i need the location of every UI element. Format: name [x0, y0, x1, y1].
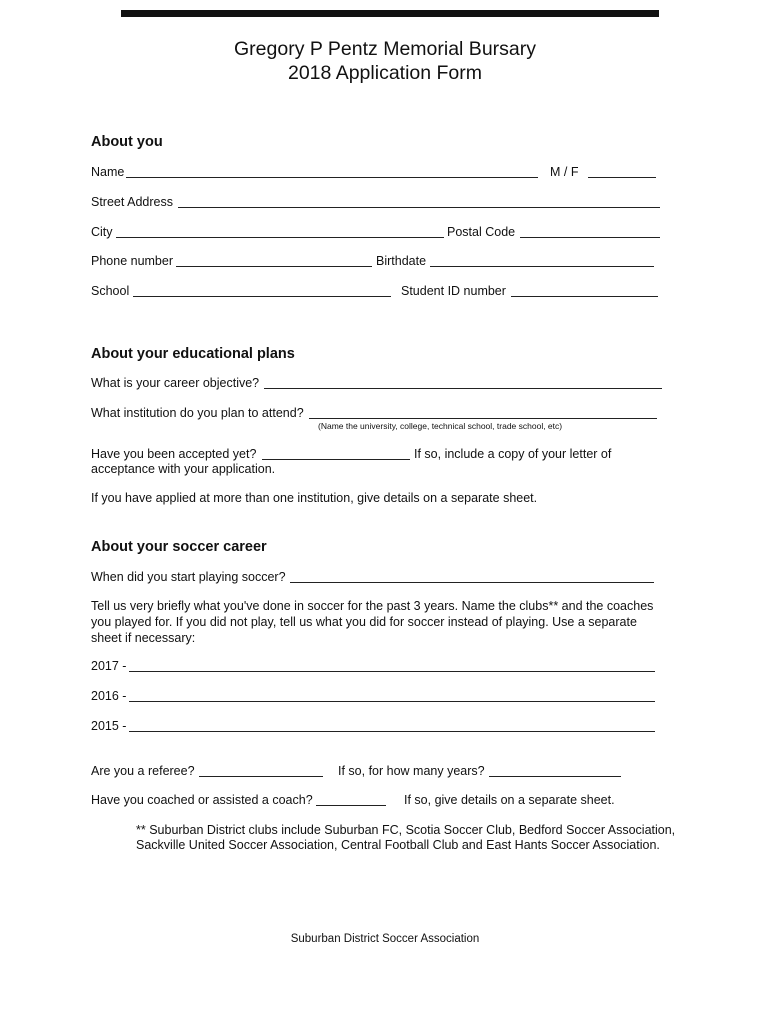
institution-hint: (Name the university, college, technical school, trade school, etc) — [318, 421, 563, 431]
birthdate-label: Birthdate — [376, 254, 427, 268]
city-field[interactable] — [116, 237, 444, 238]
referee-field[interactable] — [199, 776, 323, 777]
instructions-line1: Tell us very briefly what you've done in soccer for the past 3 years. Name the clubs** and the coaches — [91, 599, 654, 613]
phone-label: Phone number — [91, 254, 174, 268]
section-heading-about-you: About you — [91, 134, 163, 150]
instructions-line2: you played for. If you did not play, tell us what you did for soccer instead of playing. Use a separate — [91, 615, 637, 629]
gender-label: M / F — [550, 165, 579, 179]
postal-code-field[interactable] — [520, 237, 660, 238]
accepted-field[interactable] — [262, 459, 410, 460]
institution-label: What institution do you plan to attend? — [91, 406, 304, 420]
multiple-institutions-note: If you have applied at more than one institution, give details on a separate sheet. — [91, 491, 538, 505]
year-2017-label: 2017 - — [91, 659, 127, 673]
referee-label: Are you a referee? — [91, 764, 195, 778]
year-2015-label: 2015 - — [91, 719, 127, 733]
institution-field[interactable] — [309, 418, 657, 419]
school-label: School — [91, 284, 130, 298]
name-field[interactable] — [126, 177, 538, 178]
referee-years-label: If so, for how many years? — [338, 764, 485, 778]
instructions-line3: sheet if necessary: — [91, 631, 196, 645]
year-2015-field[interactable] — [129, 731, 655, 732]
birthdate-field[interactable] — [430, 266, 654, 267]
header-rule — [121, 10, 659, 17]
footnote-line1: ** Suburban District clubs include Suburban FC, Scotia Soccer Club, Bedford Soccer Association, — [136, 823, 676, 837]
acceptance-note-line2: acceptance with your application. — [91, 462, 276, 476]
career-objective-label: What is your career objective? — [91, 376, 260, 390]
section-heading-soccer: About your soccer career — [91, 539, 267, 555]
gender-field[interactable] — [588, 177, 656, 178]
form-subtitle: 2018 Application Form — [287, 62, 483, 84]
coached-label: Have you coached or assisted a coach? — [91, 793, 313, 807]
coached-details-note: If so, give details on a separate sheet. — [404, 793, 615, 807]
section-heading-education: About your educational plans — [91, 346, 295, 362]
name-label: Name — [91, 165, 125, 179]
footnote-line2: Sackville United Soccer Association, Central Football Club and East Hants Soccer Association. — [136, 838, 660, 852]
school-field[interactable] — [133, 296, 391, 297]
form-title: Gregory P Pentz Memorial Bursary — [234, 38, 536, 60]
city-label: City — [91, 225, 113, 239]
accepted-label: Have you been accepted yet? — [91, 447, 257, 461]
start-playing-field[interactable] — [290, 582, 654, 583]
year-2016-label: 2016 - — [91, 689, 127, 703]
career-objective-field[interactable] — [264, 388, 662, 389]
postal-code-label: Postal Code — [447, 225, 516, 239]
start-playing-label: When did you start playing soccer? — [91, 570, 286, 584]
street-address-field[interactable] — [178, 207, 660, 208]
year-2016-field[interactable] — [129, 701, 655, 702]
phone-field[interactable] — [176, 266, 372, 267]
coached-field[interactable] — [316, 805, 386, 806]
street-address-label: Street Address — [91, 195, 173, 209]
year-2017-field[interactable] — [129, 671, 655, 672]
acceptance-note-line1: If so, include a copy of your letter of — [414, 447, 612, 461]
student-id-field[interactable] — [511, 296, 658, 297]
footer-text: Suburban District Soccer Association — [290, 933, 480, 945]
referee-years-field[interactable] — [489, 776, 621, 777]
student-id-label: Student ID number — [401, 284, 506, 298]
